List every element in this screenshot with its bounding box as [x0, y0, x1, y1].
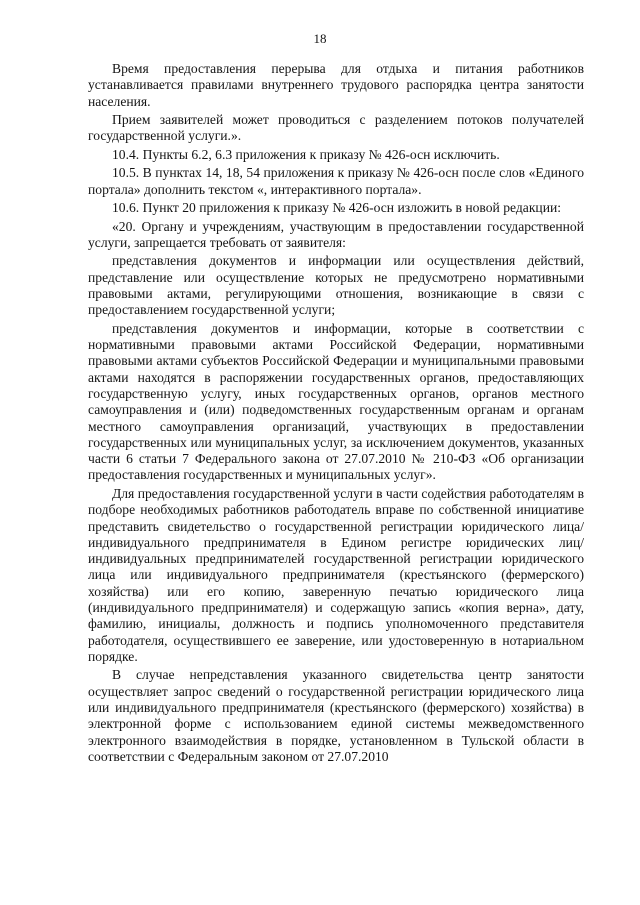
body-text	[88, 61, 584, 767]
paragraph-documents-information: представления документов и информации, которые в соответствии с нормативными правовыми актами Российской Федерации, нормативными правовыми актами субъектов Российской Федерации и муниципальными правовыми актами находятся в распоряжении государственных органов, предоставляющих государственную услугу, иных государственных органов, органов местного самоуправления и (или) подведомственных государственным органам и органам местного самоуправления организаций, участвующих в предоставлении государственных или муниципальных услуг, за исключением документов, указанных части 6 статьи 7 Федерального закона от 27.07.2010 № 210-ФЗ «Об организации предоставления государственных и муниципальных услуг».	[88, 320, 584, 483]
paragraph-employer-certificate: Для предоставления государственной услуги в части содействия работодателям в подборе необходимых работников работодатель вправе по собственной инициативе представить свидетельство о государственной регистрации юридического лица/индивидуального предпринимателя в Едином регистре юридических лиц/индивидуальных предпринимателей государственной регистрации юридического лица или индивидуального предпринимателя (крестьянского (фермерского) хозяйства) или его копию, заверенную печатью юридического лица (индивидуального предпринимателя) и содержащую запись «копия верна», дату, фамилию, инициалы, должность и подпись уполномоченного представителя работодателя, осуществившего ее заверение, или удостоверенную в нотариальном порядке.	[88, 485, 584, 664]
paragraph-10-6: 10.6. Пункт 20 приложения к приказу № 426-осн изложить в новой редакции:	[112, 200, 562, 216]
paragraph-certificate-request: В случае непредставления указанного свидетельства центр занятости осуществляет запрос сведений о государственной регистрации юридического лица или индивидуального предпринимателя (крестьянского (фермерского) хозяйства) в электронной форме с использованием единой системы межведомственного электронного взаимодействия в порядке, установленном в Тульской области в соответствии с Федеральным законом от 27.07.2010	[88, 667, 584, 764]
paragraph-item-20: «20. Органу и учреждениям, участвующим в предоставлении государственной услуги, запрещается требовать от заявителя:	[88, 218, 584, 250]
paragraph-reception-flows: Прием заявителей может проводиться с разделением потоков получателей государственной услуги.».	[88, 112, 584, 144]
paragraph-10-5: 10.5. В пунктах 14, 18, 54 приложения к приказу № 426-осн после слов «Единого портала» дополнить текстом «, интерактивного портала».	[88, 165, 584, 197]
page-number: 18	[313, 31, 327, 46]
paragraph-10-4: 10.4. Пункты 6.2, 6.3 приложения к приказу № 426-осн исключить.	[112, 146, 500, 162]
paragraph-break-time: Время предоставления перерыва для отдыха и питания работников устанавливается правилами внутреннего трудового распорядка центра занятости населения.	[88, 61, 584, 109]
paragraph-documents-actions: представления документов и информации или осуществления действий, представление или осуществление которых не предусмотрено нормативными правовыми актами, регулирующими отношения, возникающие в связи с предоставлением государственной услуги;	[88, 253, 584, 318]
